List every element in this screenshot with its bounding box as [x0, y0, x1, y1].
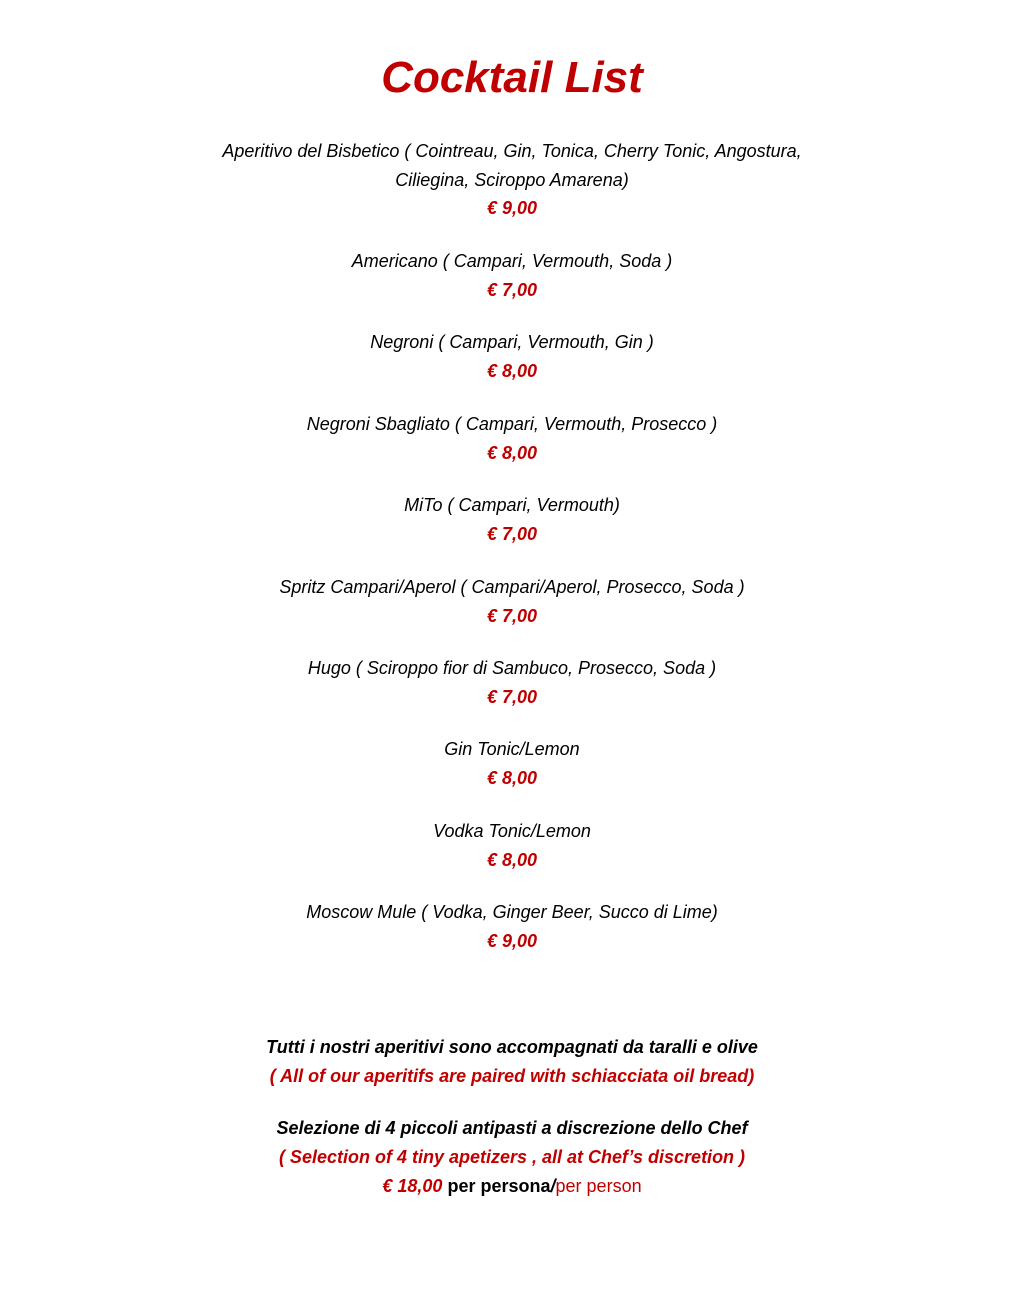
selezione-price-line	[0, 1172, 1024, 1201]
aperitivi-note-it: Tutti i nostri aperitivi sono accompagnati da taralli e olive	[266, 1037, 758, 1057]
item-price: € 8,00	[486, 360, 538, 381]
menu-item	[0, 137, 1024, 223]
menu-title: Cocktail List	[381, 53, 643, 102]
menu-item	[0, 735, 1024, 792]
item-description: Spritz Campari/Aperol ( Campari/Aperol, Prosecco, Soda )	[279, 577, 745, 597]
menu-item	[0, 898, 1024, 955]
menu-item	[0, 654, 1024, 711]
item-price: € 8,00	[486, 442, 538, 463]
menu-item	[0, 328, 1024, 385]
menu-item	[0, 573, 1024, 630]
item-description-line: Ciliegina, Sciroppo Amarena)	[395, 169, 629, 190]
per-person-label: per person	[555, 1176, 642, 1196]
selezione-note-en: ( Selection of 4 tiny apetizers , all at Chef’s discretion )	[278, 1147, 746, 1167]
notes-spacer	[0, 1091, 1024, 1114]
menu-item	[0, 410, 1024, 467]
item-price: € 8,00	[486, 849, 538, 870]
item-description: Vodka Tonic/Lemon	[433, 821, 591, 841]
menu-item	[0, 491, 1024, 548]
item-description: Negroni ( Campari, Vermouth, Gin )	[370, 332, 654, 352]
item-description: Hugo ( Sciroppo fior di Sambuco, Prosecco, Soda )	[307, 658, 717, 678]
menu-item	[0, 817, 1024, 874]
item-description-line: Aperitivo del Bisbetico ( Cointreau, Gin, Tonica, Cherry Tonic, Angostura,	[222, 141, 802, 161]
item-description: Moscow Mule ( Vodka, Ginger Beer, Succo di Lime)	[306, 902, 718, 922]
item-description: Negroni Sbagliato ( Campari, Vermouth, Prosecco )	[306, 414, 718, 434]
item-price: € 7,00	[486, 279, 538, 300]
menu-notes	[0, 1033, 1024, 1201]
per-persona-label: per persona	[447, 1176, 551, 1196]
item-price: € 8,00	[486, 767, 538, 788]
selezione-note-it: Selezione di 4 piccoli antipasti a discrezione dello Chef	[276, 1118, 748, 1138]
aperitivi-note-en: ( All of our aperitifs are paired with schiacciata oil bread)	[269, 1066, 755, 1086]
menu-item	[0, 247, 1024, 304]
selezione-price: € 18,00	[382, 1176, 443, 1196]
per-slash: /	[550, 1176, 556, 1196]
item-price: € 9,00	[486, 930, 538, 951]
item-description: MiTo ( Campari, Vermouth)	[404, 495, 620, 515]
item-price: € 9,00	[486, 198, 538, 218]
item-description: Americano ( Campari, Vermouth, Soda )	[351, 251, 673, 271]
item-price: € 7,00	[486, 605, 538, 626]
item-price: € 7,00	[486, 686, 538, 707]
item-price: € 7,00	[486, 523, 538, 544]
item-description	[192, 137, 832, 194]
item-description: Gin Tonic/Lemon	[444, 739, 580, 759]
